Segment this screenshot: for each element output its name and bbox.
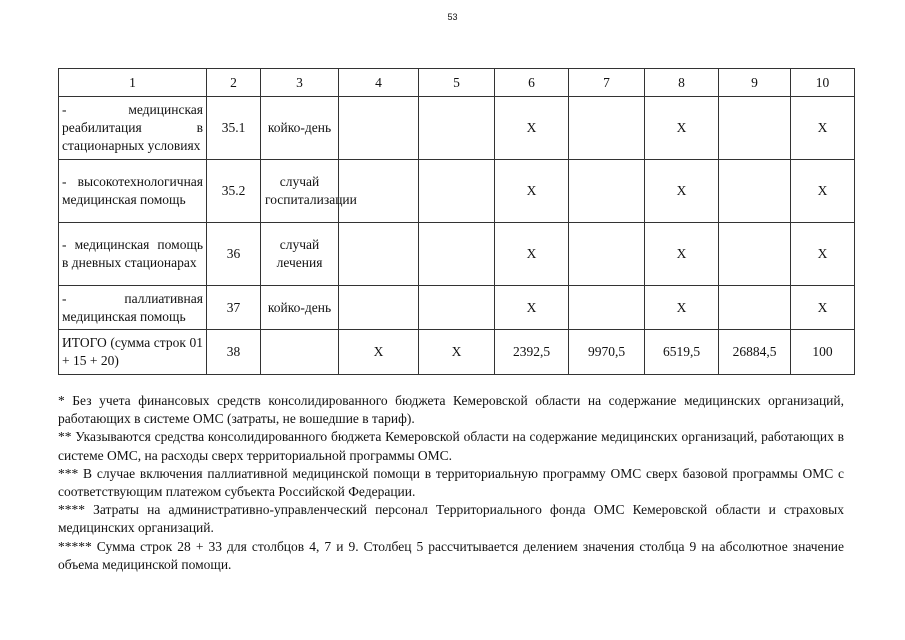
table-header-row (59, 69, 855, 97)
column-header: 1 (59, 69, 207, 97)
table-cell: Х (791, 97, 855, 160)
column-header: 4 (339, 69, 419, 97)
row-name-cell: - медицинская помощь в дневных стационарах (59, 223, 207, 286)
table-cell: Х (791, 223, 855, 286)
table-cell (419, 223, 495, 286)
unit-cell: случай лечения (261, 223, 339, 286)
page-number: 53 (447, 12, 458, 22)
table-cell: Х (495, 286, 569, 330)
table-cell (719, 160, 791, 223)
table-cell (569, 286, 645, 330)
table-cell (719, 286, 791, 330)
row-name-cell: - высокотехнологичная медицинская помощь (59, 160, 207, 223)
column-header: 5 (419, 69, 495, 97)
column-header: 8 (645, 69, 719, 97)
footnotes (58, 392, 844, 574)
column-header: 7 (569, 69, 645, 97)
table-row (59, 286, 855, 330)
unit-cell: случай госпитализации (261, 160, 339, 223)
table-cell (569, 160, 645, 223)
table-cell: Х (791, 160, 855, 223)
row-number-cell: 36 (207, 223, 261, 286)
table-cell (339, 160, 419, 223)
table-cell (719, 97, 791, 160)
table-cell: 2392,5 (495, 330, 569, 375)
table-cell: Х (645, 160, 719, 223)
table-cell (419, 286, 495, 330)
table-cell (569, 223, 645, 286)
table-cell (339, 97, 419, 160)
unit-cell: койко-день (261, 286, 339, 330)
row-number-cell: 37 (207, 286, 261, 330)
footnote: **** Затраты на административно-управленческий персонал Территориального фонда ОМС Кемеровской области и страховых медицинских организаций. (58, 502, 844, 536)
table-cell (569, 97, 645, 160)
table-cell: 26884,5 (719, 330, 791, 375)
row-number-cell: 38 (207, 330, 261, 375)
table-cell: 9970,5 (569, 330, 645, 375)
unit-cell: койко-день (261, 97, 339, 160)
footnote: *** В случае включения паллиативной медицинской помощи в территориальную программу ОМС сверх базовой программы ОМС с соответствующим платежом субъекта Российской Федерации. (58, 465, 844, 500)
footnote: ***** Сумма строк 28 + 33 для столбцов 4, 7 и 9. Столбец 5 рассчитывается делением значения столбца 9 на абсолютное значение объема медицинской помощи. (58, 538, 844, 572)
unit-cell (261, 330, 339, 375)
table-cell: Х (645, 223, 719, 286)
table-total-row (59, 330, 855, 375)
table-cell (419, 160, 495, 223)
table-cell: Х (495, 160, 569, 223)
row-number-cell: 35.2 (207, 160, 261, 223)
row-name-cell: ИТОГО (сумма строк 01 + 15 + 20) (59, 330, 207, 375)
table-cell: Х (645, 286, 719, 330)
table-cell: 6519,5 (645, 330, 719, 375)
table-cell: Х (791, 286, 855, 330)
table-cell: Х (495, 97, 569, 160)
column-header: 9 (719, 69, 791, 97)
column-header: 2 (207, 69, 261, 97)
table-row (59, 160, 855, 223)
table-cell (419, 97, 495, 160)
table-cell (719, 223, 791, 286)
table-row (59, 223, 855, 286)
table-cell: Х (645, 97, 719, 160)
column-header: 6 (495, 69, 569, 97)
table-cell: 100 (791, 330, 855, 375)
table-row (59, 97, 855, 160)
footnote: ** Указываются средства консолидированного бюджета Кемеровской области на содержание медицинских организаций, работающих в системе ОМС, на расходы сверх территориальной программы ОМС. (58, 429, 844, 463)
column-header: 3 (261, 69, 339, 97)
row-name-cell: - медицинская реабилитация в стационарных условиях (59, 97, 207, 160)
table-cell (339, 223, 419, 286)
row-number-cell: 35.1 (207, 97, 261, 160)
column-header: 10 (791, 69, 855, 97)
table-cell: Х (419, 330, 495, 375)
table-cell (339, 286, 419, 330)
footnote: * Без учета финансовых средств консолидированного бюджета Кемеровской области на содержание медицинских организаций, работающих в системе ОМС (затраты, не вошедшие в тариф). (58, 393, 844, 427)
table-cell: Х (495, 223, 569, 286)
data-table (58, 68, 855, 375)
row-name-cell: - паллиативная медицинская помощь (59, 286, 207, 330)
table-cell: Х (339, 330, 419, 375)
